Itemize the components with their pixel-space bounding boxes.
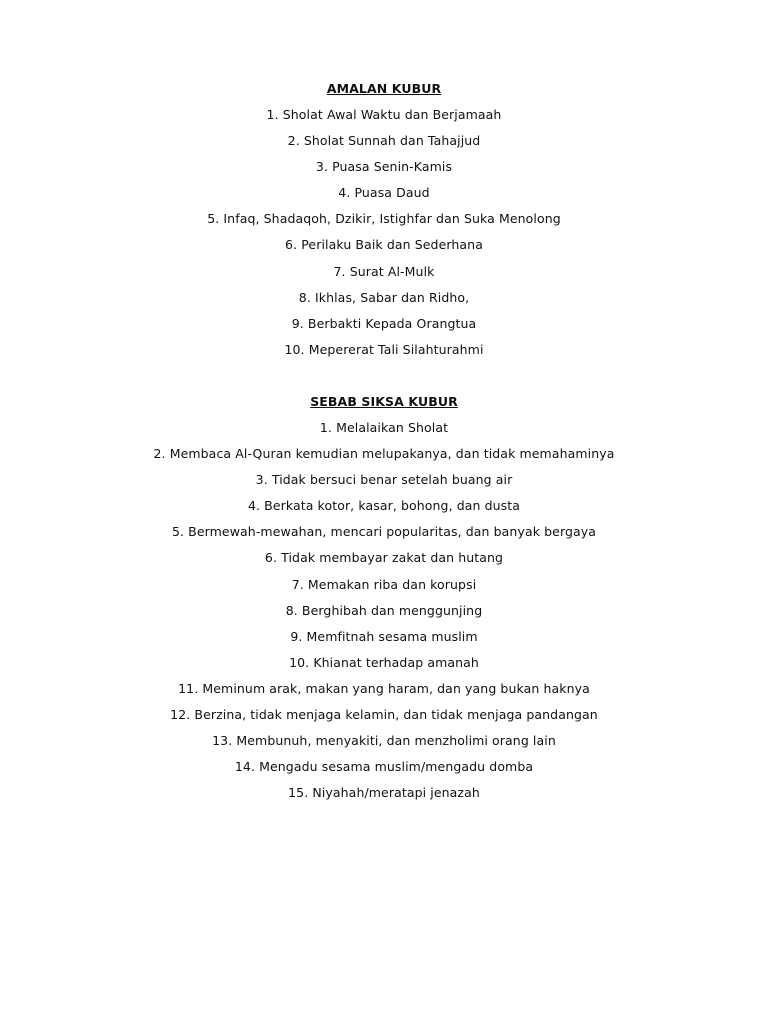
list-item: 3. Tidak bersuci benar setelah buang air xyxy=(255,472,513,488)
list-item: 12. Berzina, tidak menjaga kelamin, dan tidak menjaga pandangan xyxy=(170,707,598,723)
list-item: 8. Ikhlas, Sabar dan Ridho, xyxy=(298,289,470,305)
list-item: 10. Mepererat Tali Silahturahmi xyxy=(284,341,484,357)
list-item: 11. Meminum arak, makan yang haram, dan yang bukan haknya xyxy=(178,680,590,696)
list-item: 15. Niyahah/meratapi jenazah xyxy=(288,785,480,801)
sebab-siksa-kubur-section xyxy=(0,389,768,806)
list-item: 2. Sholat Sunnah dan Tahajjud xyxy=(287,133,481,149)
list-item: 5. Bermewah-mewahan, mencari popularitas, dan banyak bergaya xyxy=(171,524,597,540)
list-item: 6. Tidak membayar zakat dan hutang xyxy=(264,550,504,566)
list-item: 7. Surat Al-Mulk xyxy=(333,263,435,279)
list-item: 10. Khianat terhadap amanah xyxy=(289,654,479,670)
list-item: 5. Infaq, Shadaqoh, Dzikir, Istighfar dan Suka Menolong xyxy=(207,211,561,227)
list-item: 1. Sholat Awal Waktu dan Berjamaah xyxy=(266,107,502,122)
list-item: 2. Membaca Al-Quran kemudian melupakanya, dan tidak memahaminya xyxy=(153,446,615,462)
amalan-kubur-section xyxy=(0,76,768,363)
list-item: 4. Puasa Daud xyxy=(338,185,430,201)
list-item: 9. Memfitnah sesama muslim xyxy=(290,628,478,644)
amalan-kubur-heading: AMALAN KUBUR xyxy=(326,81,442,96)
list-item: 3. Puasa Senin-Kamis xyxy=(315,159,453,175)
amalan-kubur-list xyxy=(0,102,768,363)
list-item: 4. Berkata kotor, kasar, bohong, dan dusta xyxy=(247,498,521,514)
list-item: 13. Membunuh, menyakiti, dan menzholimi orang lain xyxy=(212,733,556,749)
list-item: 14. Mengadu sesama muslim/mengadu domba xyxy=(234,759,534,775)
list-item: 9. Berbakti Kepada Orangtua xyxy=(291,315,477,331)
sebab-siksa-kubur-heading: SEBAB SIKSA KUBUR xyxy=(310,394,458,409)
list-item: 8. Berghibah dan menggunjing xyxy=(285,602,483,618)
list-item: 7. Memakan riba dan korupsi xyxy=(291,576,477,592)
list-item: 1. Melalaikan Sholat xyxy=(319,420,449,435)
list-item: 6. Perilaku Baik dan Sederhana xyxy=(285,237,483,253)
sebab-siksa-kubur-list xyxy=(0,415,768,806)
